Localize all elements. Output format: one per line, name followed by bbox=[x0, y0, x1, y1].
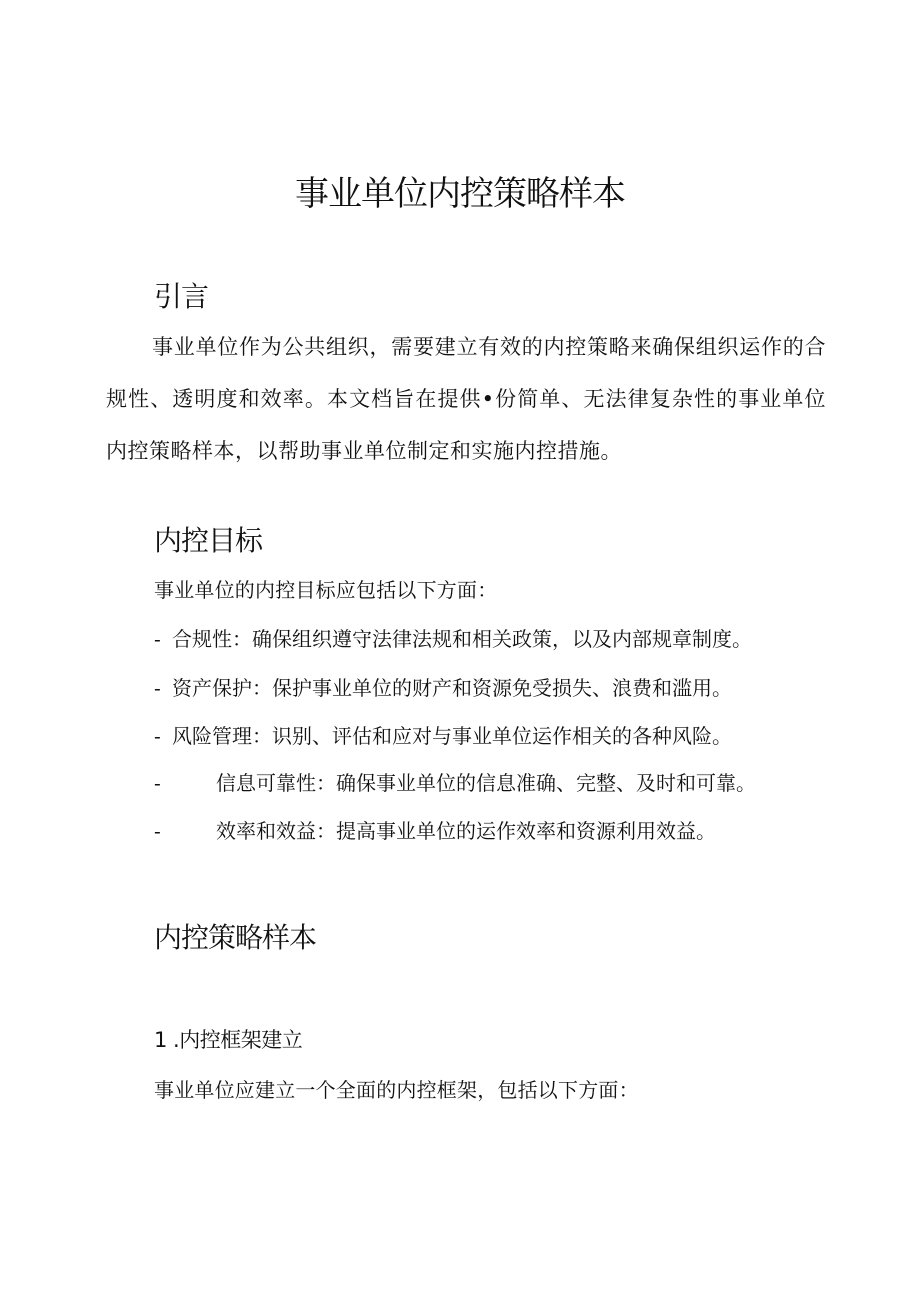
bullet-dash: - bbox=[154, 676, 161, 700]
goal-item-text: 信息可靠性：确保事业单位的信息准确、完整、及时和可靠。 bbox=[216, 771, 756, 795]
section-heading-strategy: 内控策略样本 bbox=[154, 921, 317, 954]
goal-item-information-reliability bbox=[154, 768, 756, 798]
bullet-dash: - bbox=[154, 819, 161, 843]
section-heading-intro: 引言 bbox=[154, 280, 209, 313]
bullet-dash: - bbox=[154, 771, 161, 795]
framework-lead-text: 事业单位应建立一个全面的内控框架，包括以下方面： bbox=[154, 1078, 639, 1102]
goal-item-risk-management bbox=[154, 721, 732, 751]
section-heading-goals: 内控目标 bbox=[154, 524, 263, 557]
goal-item-text: 资产保护：保护事业单位的财产和资源免受损失、浪费和滥用。 bbox=[172, 676, 732, 700]
bullet-dash: - bbox=[154, 627, 161, 651]
intro-paragraph: 事业单位作为公共组织，需要建立有效的内控策略来确保组织运作的合规性、透明度和效率。本文档旨在提供•份简单、无法律复杂性的事业单位内控策略样本，以帮助事业单位制定和实施内控措施。 bbox=[106, 335, 826, 463]
goal-item-text: 效率和效益：提高事业单位的运作效率和资源利用效益。 bbox=[216, 819, 716, 843]
bullet-dash: - bbox=[154, 724, 161, 748]
subsection-heading-framework: 1 .内控框架建立 bbox=[154, 1028, 303, 1052]
goal-item-asset-protection bbox=[154, 673, 732, 703]
goals-lead-text: 事业单位的内控目标应包括以下方面： bbox=[154, 578, 498, 602]
goal-item-text: 风险管理：识别、评估和应对与事业单位运作相关的各种风险。 bbox=[172, 724, 732, 748]
goal-item-compliance bbox=[154, 624, 752, 654]
goal-item-efficiency bbox=[154, 816, 716, 846]
goal-item-text: 合规性：确保组织遵守法律法规和相关政策，以及内部规章制度。 bbox=[172, 627, 752, 651]
document-title: 事业单位内控策略样本 bbox=[295, 174, 625, 214]
